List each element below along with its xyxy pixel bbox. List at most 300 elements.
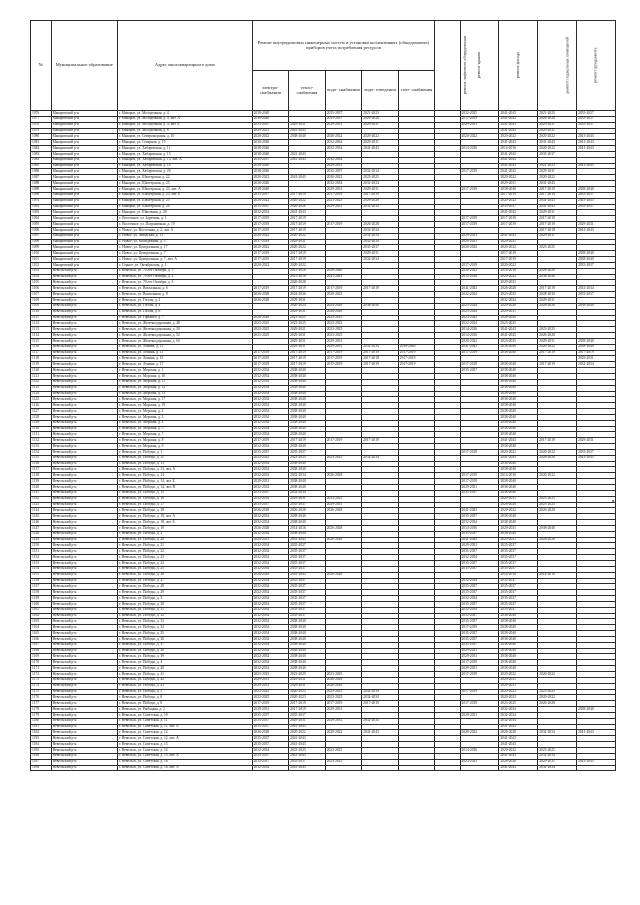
period-cell: 2029-2031 [538,759,577,765]
period-cell: 2017-2019 [289,257,326,263]
municipality-cell: Макаровский р-н [51,157,117,163]
row-number-cell: 1143 [31,502,52,508]
period-cell: 2035-2037 [460,642,499,648]
period-cell: 2026-2028 [499,502,538,508]
period-cell: 2032-2034 [252,642,289,648]
header-roof: ремонт крыши [460,21,499,111]
address-cell: г. Невельск, ул. Морская, д. 2 [117,409,252,415]
period-cell: 2032-2034 [252,654,289,660]
period-cell: 2014-2016 [499,146,538,152]
period-cell: 2020-2022 [252,175,289,181]
period-cell [398,765,435,771]
period-cell: 2023-2025 [325,747,362,753]
municipality-cell: Невельский р-н [51,636,117,642]
municipality-cell: Макаровский р-н [51,175,117,181]
row-number-cell: 1180 [31,718,52,724]
row-number-cell: 1156 [31,578,52,584]
row-number-cell: 1127 [31,409,52,415]
period-cell: 2017-2019 [325,222,362,228]
row-number-cell: 1129 [31,420,52,426]
row-number-cell: 1186 [31,753,52,759]
row-number-cell: 1177 [31,701,52,707]
address-cell: г. Макаров, ул. Хабаровская, д. 20 [117,169,252,175]
period-cell: 2029-2031 [289,344,326,350]
address-cell: г. Невельск, ул. Гоголя, д. 4 [117,303,252,309]
row-number-cell: 1165 [31,631,52,637]
period-cell: 2023-2025 [325,455,362,461]
period-cell: 2020-2022 [325,175,362,181]
address-cell: г. Невельск, ул. Морская, д. 5 [117,426,252,432]
period-cell: 2026-2028 [538,455,577,461]
municipality-cell: Невельский р-н [51,286,117,292]
period-cell: 2038-2040 [538,525,577,531]
row-number-cell: 1103 [31,268,52,274]
address-cell: г. Невельск, ул. Морская, д. 1 [117,368,252,374]
period-cell: 2023-2025 [538,747,577,753]
period-cell: 2017-2019 [252,350,289,356]
period-cell: 2032-2034 [252,432,289,438]
address-cell: г. Невельск, ул. Морская, д. 10 [117,373,252,379]
period-cell: 2029-2031 [325,718,362,724]
period-cell: 2020-2022 [460,134,499,140]
row-number-cell: 1126 [31,403,52,409]
address-cell: г. Невельск, ул. Победы, д. 13, лит. А [117,467,252,473]
period-cell: 2041-2043 [577,146,616,152]
row-number-cell: 1157 [31,584,52,590]
period-cell: 2035-2037 [289,449,326,455]
period-cell: 2041-2043 [499,455,538,461]
period-cell: 2026-2028 [252,315,289,321]
row-number-cell: 1161 [31,607,52,613]
period-cell: 2032-2034 [289,490,326,496]
period-cell: 2017-2019 [289,362,326,368]
period-cell: 2041-2043 [325,274,362,280]
municipality-cell: Невельский р-н [51,397,117,403]
period-cell: 2029-2031 [499,181,538,187]
period-cell: 2017-2019 [460,672,499,678]
period-cell: 2017-2019 [289,438,326,444]
row-number-cell: 1104 [31,274,52,280]
municipality-cell: Невельский р-н [51,274,117,280]
period-cell: 2038-2040 [499,642,538,648]
municipality-cell: Невельский р-н [51,601,117,607]
address-cell: с. Новое, ул. Молодежная, д. 5 [117,239,252,245]
period-cell: 2035-2037 [325,116,362,122]
period-cell: 2035-2037 [289,596,326,602]
period-cell: 2014-2016 [460,333,499,339]
address-cell: г. Невельск, ул. Победы, д. 35 [117,631,252,637]
period-cell: 2035-2037 [577,192,616,198]
repair-schedule-table [30,20,616,771]
municipality-cell: Невельский р-н [51,695,117,701]
address-cell: г. Невельск, ул. Советская, д. 15, лит. А [117,753,252,759]
period-cell: 2041-2043 [499,753,538,759]
period-cell: 2029-2031 [289,309,326,315]
row-number-cell: 1188 [31,765,52,771]
period-cell: 2041-2043 [499,724,538,730]
row-number-cell: 1085 [31,163,52,169]
period-cell: 2017-2019 [398,350,435,356]
municipality-cell: Макаровский р-н [51,204,117,210]
period-cell: 2041-2043 [499,163,538,169]
period-cell: 2014-2016 [538,572,577,578]
period-cell: 2041-2043 [538,204,577,210]
address-cell: г. Макаров, ул. Североморская, д. 10 [117,134,252,140]
period-cell: 2038-2040 [398,344,435,350]
period-cell: 2029-2031 [460,485,499,491]
row-number-cell: 1151 [31,549,52,555]
period-cell: 2026-2028 [499,315,538,321]
period-cell: 2017-2019 [289,707,326,713]
period-cell: 2015-2017 [252,192,289,198]
municipality-cell: Макаровский р-н [51,222,117,228]
municipality-cell: Невельский р-н [51,356,117,362]
period-cell: 2032-2034 [252,420,289,426]
period-cell: 2038-2040 [499,186,538,192]
period-cell: 2038-2040 [499,625,538,631]
period-cell: 2017-2019 [252,239,289,245]
period-cell: 2038-2040 [362,303,399,309]
period-cell: 2017-2019 [460,449,499,455]
address-cell: г. Невельск, ул. Победы, д. 39 [117,654,252,660]
municipality-cell: Невельский р-н [51,625,117,631]
municipality-cell: Невельский р-н [51,689,117,695]
period-cell: 2041-2043 [289,210,326,216]
address-cell: г. Невельск, ул. Победы, д. 33 [117,619,252,625]
period-cell: 2017-2019 [252,222,289,228]
municipality-cell: Невельский р-н [51,555,117,561]
period-cell: 2041-2043 [499,128,538,134]
period-cell: 2041-2043 [460,286,499,292]
period-cell: 2017-2019 [460,216,499,222]
address-cell: г. Невельск, ул. Победы, д. 29 [117,590,252,596]
row-number-cell: 1093 [31,210,52,216]
period-cell [435,765,460,771]
address-cell: г. Макаров, ул. Молодежная, д. 6 [117,128,252,134]
period-cell: 2023-2025 [325,333,362,339]
address-cell: г. Невельск, ул. Советская, д. 12 [117,730,252,736]
period-cell: 2029-2031 [499,683,538,689]
row-number-cell: 1120 [31,368,52,374]
row-number-cell: 1100 [31,251,52,257]
period-cell: 2041-2043 [289,537,326,543]
period-cell: 2041-2043 [499,157,538,163]
period-cell: 2032-2034 [538,765,577,771]
address-cell: г. Невельск, ул. Морская, д. 17 [117,397,252,403]
municipality-cell: Невельский р-н [51,572,117,578]
period-cell: 2032-2034 [252,473,289,479]
period-cell: 2038-2040 [499,414,538,420]
period-cell: 2020-2022 [252,233,289,239]
period-cell: 2035-2037 [460,531,499,537]
period-cell: 2041-2043 [538,198,577,204]
address-cell: г. Невельск, ул. Морская, д. 12 [117,385,252,391]
period-cell: 2032-2034 [460,520,499,526]
period-cell: 2035-2037 [362,245,399,251]
period-cell: 2038-2040 [252,163,289,169]
municipality-cell: Невельский р-н [51,414,117,420]
period-cell: 2041-2043 [499,140,538,146]
address-cell: г. Невельск, ул. Советская, д. 14 [117,747,252,753]
period-cell: 2020-2023 [289,695,326,701]
municipality-cell: Невельский р-н [51,537,117,543]
period-cell: 2032-2034 [362,689,399,695]
period-cell: 2023-2025 [252,333,289,339]
period-cell: 2035-2037 [252,753,289,759]
period-cell: 2024-2026 [289,292,326,298]
period-cell: 2022-2024 [460,292,499,298]
period-cell: 2023-2025 [289,672,326,678]
row-number-cell: 1185 [31,747,52,753]
period-cell: 2017-2019 [325,362,362,368]
period-cell: 2035-2037 [460,584,499,590]
period-cell: 2029-2031 [289,677,326,683]
municipality-cell: Невельский р-н [51,379,117,385]
municipality-cell: Невельский р-н [51,566,117,572]
period-cell: 2035-2037 [252,502,289,508]
period-cell: 2020-2022 [252,134,289,140]
period-cell: 2041-2043 [577,759,616,765]
period-cell: 2020-2022 [538,134,577,140]
municipality-cell: Невельский р-н [51,712,117,718]
row-number-cell: 1133 [31,444,52,450]
address-cell: г. Невельск, ул. Победы, д. 14 [117,473,252,479]
row-number-cell: 1146 [31,520,52,526]
municipality-cell: Невельский р-н [51,315,117,321]
period-cell: 2032-2034 [362,718,399,724]
address-cell: г. Невельск, ул. Железнодорожная, д. 52 [117,333,252,339]
period-cell: 2032-2034 [252,444,289,450]
period-cell: 2035-2037 [252,736,289,742]
period-cell: 2017-2019 [460,116,499,122]
period-cell: 2038-2040 [499,631,538,637]
row-number-cell: 1076 [31,111,52,117]
period-cell: 2023-2025 [460,759,499,765]
address-cell: г. Невельск, ул. Победы, д. 18, лит. А [117,514,252,520]
header-foundation: ремонт фундамента [577,21,616,111]
period-cell: 2038-2040 [289,531,326,537]
period-cell: 2017-2019 [252,286,289,292]
period-cell: 2035-2037 [460,619,499,625]
period-cell: 2032-2034 [252,613,289,619]
address-cell: г. Невельск, ул. Гоголя, д. 2 [117,298,252,304]
municipality-cell: Невельский р-н [51,742,117,748]
address-cell: г. Невельск, ул. Победы, д. 25 [117,566,252,572]
period-cell: 2038-2040 [289,654,326,660]
period-cell: 2032-2034 [325,140,362,146]
municipality-cell: Невельский р-н [51,403,117,409]
period-cell: 2041-2043 [289,157,326,163]
municipality-cell: Невельский р-н [51,461,117,467]
row-number-cell: 1174 [31,683,52,689]
period-cell: 2020-2022 [499,262,538,268]
period-cell: 2023-2025 [325,689,362,695]
period-cell: 2032-2034 [252,403,289,409]
address-cell: г. Невельск, ул. Победы, д. 1 [117,449,252,455]
municipality-cell: Макаровский р-н [51,198,117,204]
municipality-cell: Невельский р-н [51,520,117,526]
municipality-cell: Невельский р-н [51,549,117,555]
period-cell: 2038-2040 [325,268,362,274]
address-cell: г. Невельск, ул. Железнодорожная, д. 50 [117,327,252,333]
address-cell: с. Новое, ул. Центральная, д. 7, лит. А [117,257,252,263]
period-cell: 2023-2025 [325,198,362,204]
period-cell: 2032-2034 [499,718,538,724]
period-cell: 2035-2037 [577,262,616,268]
period-cell: 2038-2040 [499,619,538,625]
period-cell: 2032-2034 [362,257,399,263]
municipality-cell: Невельский р-н [51,338,117,344]
period-cell: 2035-2037 [460,613,499,619]
address-cell: с. Новое, ул. Заводская, д. 13 [117,233,252,239]
row-number-cell: 1115 [31,338,52,344]
period-cell: 2038-2040 [289,414,326,420]
period-cell: 2026-2028 [538,508,577,514]
address-cell: г. Невельск, ул. Победы, д. 34 [117,625,252,631]
period-cell: 2032-2034 [252,549,289,555]
address-cell: г. Невельск, ул. Победы, д. 42 [117,677,252,683]
municipality-cell: Макаровский р-н [51,134,117,140]
period-cell: 2020-2022 [499,198,538,204]
period-cell: 2038-2040 [499,350,538,356]
period-cell: 2026-2028 [538,268,577,274]
municipality-cell: Невельский р-н [51,268,117,274]
period-cell: 2041-2043 [289,765,326,771]
period-cell: 2029-2031 [362,251,399,257]
address-cell: г. Макаров, ул. Школьная, д. 28 [117,210,252,216]
address-cell: г. Невельск, ул. Морская, д. 3 [117,414,252,420]
address-cell: г. Макаров, ул. Шахтерская, д. 23, лит. А [117,186,252,192]
address-cell: с. Восточное, ул. Пограничная, д. 19 [117,222,252,228]
period-cell: 2035-2037 [289,502,326,508]
period-cell: 2032-2034 [538,730,577,736]
address-cell: г. Макаров, ул. Шахтерская, д. 25 [117,198,252,204]
row-number-cell: 1083 [31,151,52,157]
municipality-cell: Макаровский р-н [51,186,117,192]
row-number-cell: 1121 [31,373,52,379]
period-cell: 2035-2037 [499,596,538,602]
period-cell: 2032-2034 [577,362,616,368]
period-cell: 2029-2031 [252,683,289,689]
header-heating: тепло- снабжения [289,71,326,111]
period-cell: 2015-2016 [289,274,326,280]
address-cell: г. Невельск, ул. Советская, д. 10 [117,712,252,718]
address-cell: г. Невельск, ул. Победы, д. 40 [117,666,252,672]
municipality-cell: Макаровский р-н [51,227,117,233]
period-cell: 2041-2043 [577,730,616,736]
period-cell: 2015-2016 [460,274,499,280]
address-cell: г. Невельск, ул. 70 лет Октября, д. 1 [117,268,252,274]
municipality-cell: Невельский р-н [51,449,117,455]
municipality-cell: Невельский р-н [51,292,117,298]
period-cell: 2020-2022 [499,245,538,251]
period-cell: 2032-2034 [252,666,289,672]
period-cell: 2020-2022 [499,175,538,181]
period-cell: 2032-2034 [252,648,289,654]
period-cell: 2038-2040 [499,403,538,409]
period-cell: 2035-2037 [289,712,326,718]
period-cell: 2035-2037 [499,204,538,210]
municipality-cell: Невельский р-н [51,280,117,286]
row-number-cell: 1130 [31,426,52,432]
period-cell: 2029-2031 [460,654,499,660]
period-cell: 2029-2031 [460,239,499,245]
period-cell: 2038-2040 [252,186,289,192]
address-cell: г. Невельск, ул. Победы, д. 14, лит. Б [117,479,252,485]
period-cell: 2032-2034 [252,397,289,403]
period-cell: 2026-2028 [325,537,362,543]
period-cell: 2023-2025 [538,502,577,508]
address-cell: г. Невельск, ул. Ленина, д. 13 [117,344,252,350]
municipality-cell: Макаровский р-н [51,257,117,263]
period-cell: 2038-2040 [289,642,326,648]
period-cell: 2020-2022 [538,672,577,678]
address-cell: г. Невельск, ул. Морская, д. 13 [117,391,252,397]
period-cell: 2017-2019 [538,186,577,192]
period-cell: 2017-2019 [460,625,499,631]
period-cell: 2038-2040 [289,373,326,379]
row-number-cell: 1099 [31,245,52,251]
municipality-cell: Макаровский р-н [51,111,117,117]
municipality-cell: Невельский р-н [51,303,117,309]
period-cell: 2032-2034 [460,596,499,602]
row-number-cell: 1150 [31,543,52,549]
period-cell: 2035-2037 [577,116,616,122]
period-cell: 2017-2019 [499,257,538,263]
period-cell: 2026-2028 [325,473,362,479]
period-cell: 2038-2040 [289,514,326,520]
period-cell: 2041-2043 [289,175,326,181]
period-cell: 2017-2019 [460,186,499,192]
period-cell: 2035-2037 [499,549,538,555]
period-cell: 2029-2031 [577,356,616,362]
period-cell: 2029-2031 [325,122,362,128]
period-cell: 2038-2040 [289,397,326,403]
period-cell: 2017-2019 [538,286,577,292]
period-cell: 2041-2043 [499,327,538,333]
period-cell: 2038-2040 [499,391,538,397]
period-cell: 2038-2040 [499,479,538,485]
address-cell: г. Невельск, ул. Морская, д. 7 [117,432,252,438]
address-cell: г. Невельск, ул. Победы, д. 21 [117,543,252,549]
row-number-cell: 1091 [31,198,52,204]
period-cell: 2035-2037 [460,566,499,572]
row-number-cell: 1179 [31,712,52,718]
municipality-cell: Невельский р-н [51,531,117,537]
header-address: Адрес многоквартирного дома [117,21,252,111]
period-cell: 2032-2034 [325,146,362,152]
period-cell: 2029-2031 [538,122,577,128]
period-cell: 2038-2040 [499,654,538,660]
period-cell: 2023-2025 [325,672,362,678]
period-cell: 2029-2031 [460,648,499,654]
period-cell: 2038-2040 [499,520,538,526]
period-cell: 2023-2025 [499,701,538,707]
period-cell: 2017-2019 [325,438,362,444]
period-cell: 2035-2037 [289,590,326,596]
period-cell: 2017-2019 [252,362,289,368]
period-cell: 2038-2040 [289,420,326,426]
period-cell: 2041-2043 [499,233,538,239]
period-cell: 2038-2040 [499,426,538,432]
period-cell: 2032-2034 [362,233,399,239]
address-cell: г. Макаров, ул. Хабаровская, д. 13 [117,151,252,157]
address-cell: г. Невельск, ул. Победы, д. 19 [117,525,252,531]
period-cell: 2017-2019 [538,192,577,198]
row-number-cell: 1122 [31,379,52,385]
period-cell: 2017-2019 [499,216,538,222]
period-cell: 2032-2034 [362,344,399,350]
